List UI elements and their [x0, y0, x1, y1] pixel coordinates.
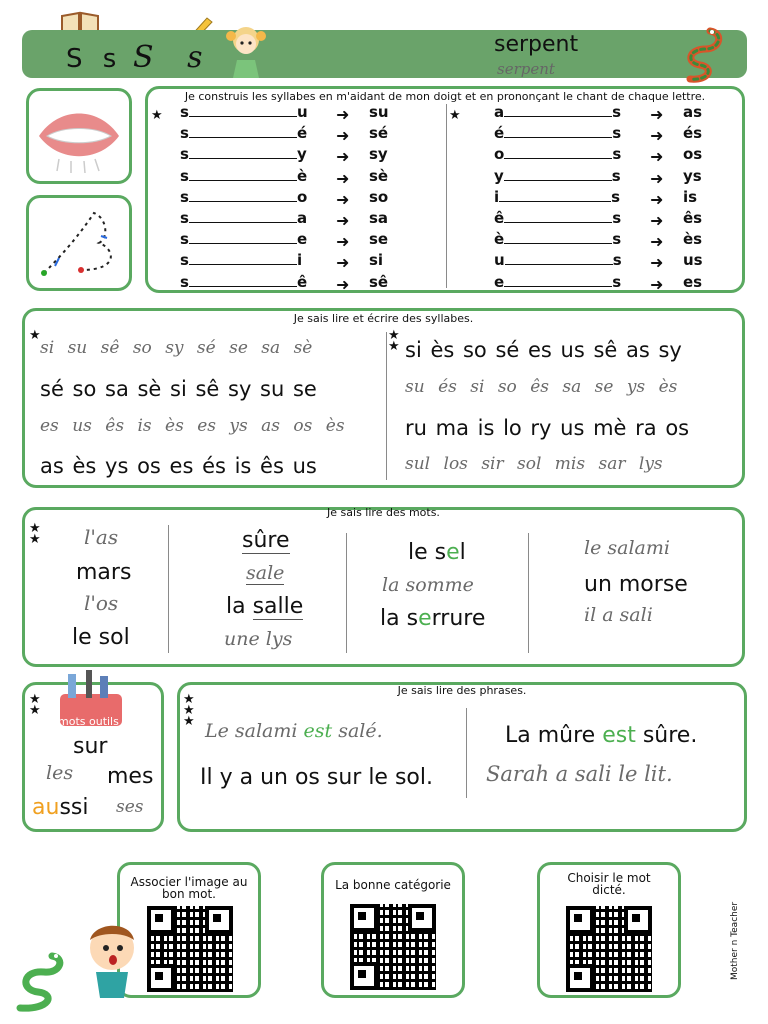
- word-unmorse: un morse: [584, 572, 688, 597]
- syllable-end: u: [296, 103, 308, 121]
- blank-line[interactable]: [504, 243, 612, 244]
- sentence-1: Le salami est salé.: [205, 720, 383, 742]
- blank-line[interactable]: [504, 222, 612, 223]
- syllable-start: s: [180, 230, 189, 249]
- header-word-print: serpent: [494, 32, 579, 57]
- arrow-icon: ➜: [336, 274, 350, 294]
- syllable-result: sy: [369, 145, 388, 164]
- blank-line[interactable]: [189, 180, 297, 181]
- qr-code-icon[interactable]: [147, 906, 233, 992]
- word-mars: mars: [76, 560, 132, 585]
- word-lesol: le sol: [72, 625, 130, 650]
- syllable-start: s: [180, 145, 189, 164]
- blank-line[interactable]: [504, 286, 612, 287]
- syllable-result: su: [369, 103, 389, 121]
- syllable-line-cursive: sul los sir sol mis sar lys: [405, 454, 663, 474]
- syllable-line-print: ru ma is lo ry us mè ra os: [405, 416, 690, 440]
- syllable-result: ès: [683, 230, 703, 249]
- syllable-result: sê: [369, 272, 389, 291]
- syllable-end: y: [296, 145, 307, 164]
- syllable-line-print: si ès so sé es us sê as sy: [405, 338, 682, 362]
- blank-line[interactable]: [189, 116, 297, 117]
- tool-words-label: mots outils: [58, 715, 119, 728]
- word-lesalami: le salami: [584, 537, 670, 559]
- header-word-cursive: serpent: [497, 60, 555, 78]
- syllable-start: i: [494, 187, 500, 206]
- tool-word-sur: sur: [73, 734, 108, 759]
- header-bar: [22, 30, 747, 78]
- syllable-end: s: [612, 251, 622, 270]
- syllable-line-cursive: si su sê so sy sé se sa sè: [40, 338, 313, 358]
- syllable-start: s: [180, 187, 189, 206]
- syllable-start: e: [494, 272, 505, 291]
- syllable-result: si: [369, 251, 384, 270]
- syllable-row: [180, 167, 307, 185]
- syllable-row: [494, 103, 621, 121]
- syllable-row: [494, 230, 621, 248]
- syllable-row: [180, 273, 307, 291]
- arrow-icon: ➜: [336, 232, 350, 252]
- blank-line[interactable]: [504, 158, 612, 159]
- syllable-line-print: as ès ys os es és is ês us: [40, 454, 317, 478]
- syllable-start: s: [180, 209, 189, 227]
- word-lesel: le sel: [408, 540, 466, 565]
- blank-line[interactable]: [189, 264, 297, 265]
- syllable-start: o: [494, 145, 505, 164]
- read-write-title: Je sais lire et écrire des syllabes.: [293, 312, 474, 325]
- syllable-end: è: [296, 166, 308, 185]
- blank-line[interactable]: [189, 243, 297, 244]
- syllable-line-cursive: su és si so ês sa se ys ès: [405, 377, 678, 397]
- qr-card-3-title: Choisir le mot dicté.: [567, 871, 651, 897]
- mouth-box: [26, 88, 132, 184]
- syllable-start: ê: [494, 209, 505, 227]
- arrow-icon: ➜: [336, 105, 350, 124]
- arrow-icon: ➜: [650, 189, 664, 209]
- syllable-start: s: [180, 166, 189, 185]
- syllable-instruction: Je construis les syllabes en m'aidant de mon doigt et en prononçant le chant de chaque lettre.: [184, 90, 706, 103]
- blank-line[interactable]: [499, 201, 611, 202]
- syllable-row: [494, 124, 621, 142]
- arrow-icon: ➜: [336, 168, 350, 188]
- syllable-start: s: [180, 272, 189, 291]
- sentence-2: Il y a un os sur le sol.: [200, 765, 433, 790]
- arrow-icon: ➜: [650, 211, 664, 230]
- tool-word-ses: ses: [116, 797, 144, 817]
- syllable-result: es: [683, 272, 703, 291]
- star-icon: ★: [449, 108, 461, 123]
- word-unelys: une lys: [224, 628, 293, 650]
- syllable-row: [180, 251, 302, 269]
- word-lasalle: la salle: [226, 594, 304, 619]
- tool-word-aussi: aussi: [32, 795, 89, 820]
- syllable-row: [494, 273, 621, 291]
- sentence-3: La mûre est sûre.: [505, 723, 698, 748]
- syllable-row: [180, 209, 307, 227]
- blank-line[interactable]: [505, 264, 613, 265]
- arrow-icon: ➜: [650, 274, 664, 294]
- header-letters-cursive: S s: [133, 40, 215, 75]
- star-icon: ★: [29, 328, 41, 343]
- blank-line[interactable]: [504, 116, 612, 117]
- syllable-result: se: [369, 230, 389, 249]
- star-icon: ★ ★: [29, 521, 41, 547]
- syllable-row: [180, 188, 307, 206]
- word-salle: salle: [252, 594, 304, 619]
- syllable-end: é: [296, 124, 308, 143]
- star-icon: ★: [151, 108, 163, 123]
- header-letters-print: S s: [66, 44, 123, 74]
- tool-word-mes: mes: [107, 764, 154, 789]
- syllable-result: us: [683, 251, 703, 270]
- syllable-end: e: [296, 230, 308, 249]
- arrow-icon: ➜: [650, 126, 664, 146]
- syllable-end: s: [612, 209, 622, 227]
- syllable-line-cursive: es us ês is ès es ys as os ès: [40, 416, 345, 436]
- word-sure: sûre: [242, 528, 290, 553]
- syllable-end: s: [612, 272, 622, 291]
- syllable-result: sè: [369, 166, 389, 185]
- blank-line[interactable]: [189, 158, 297, 159]
- credit-text: Mother n Teacher: [730, 901, 740, 980]
- qr-card-2-title: La bonne catégorie: [335, 878, 451, 892]
- letter-trace-icon: [29, 198, 129, 288]
- snake-footer-icon: [12, 948, 68, 1012]
- syllable-row: [494, 167, 621, 185]
- syllable-result: ys: [683, 166, 702, 185]
- syllable-end: s: [612, 124, 622, 143]
- syllable-row: [494, 251, 622, 269]
- syllable-result: as: [683, 103, 703, 121]
- syllable-result: ês: [683, 209, 703, 227]
- tool-word-les: les: [46, 762, 74, 784]
- arrow-icon: ➜: [336, 147, 350, 167]
- arrow-icon: ➜: [336, 189, 350, 209]
- star-icon: ★ ★ ★: [183, 692, 195, 729]
- blank-line[interactable]: [189, 222, 297, 223]
- syllable-row: [494, 188, 620, 206]
- word-sale: sale: [246, 562, 285, 584]
- trace-box: [26, 195, 132, 291]
- syllable-start: a: [494, 103, 505, 121]
- syllable-result: so: [369, 187, 389, 206]
- syllable-result: sa: [369, 209, 389, 227]
- syllable-end: i: [296, 251, 303, 270]
- blank-line[interactable]: [189, 286, 297, 287]
- syllable-result: os: [683, 145, 703, 164]
- syllable-end: s: [612, 145, 622, 164]
- syllable-row: [180, 124, 307, 142]
- syllable-row: [180, 230, 307, 248]
- arrow-icon: ➜: [336, 211, 350, 230]
- syllable-end: s: [612, 230, 622, 249]
- syllable-end: s: [611, 166, 621, 185]
- blank-line[interactable]: [504, 180, 612, 181]
- arrow-icon: ➜: [336, 126, 350, 146]
- arrow-icon: ➜: [650, 147, 664, 167]
- qr-code-icon[interactable]: [566, 906, 652, 992]
- word-las: l'as: [84, 525, 119, 549]
- syllable-start: s: [180, 251, 189, 270]
- word-lasomme: la somme: [382, 574, 474, 596]
- syllable-start: è: [494, 230, 505, 249]
- word-los: l'os: [84, 591, 119, 615]
- blank-line[interactable]: [504, 137, 612, 138]
- girl-illustration: [225, 22, 267, 78]
- words-title: Je sais lire des mots.: [327, 506, 440, 519]
- sentence-4: Sarah a sali le lit.: [486, 762, 673, 786]
- syllable-end: o: [296, 187, 308, 206]
- star-icon: ★ ★: [29, 692, 41, 718]
- syllable-end: s: [611, 187, 621, 206]
- syllable-row: [180, 145, 307, 163]
- syllable-result: sé: [369, 124, 389, 143]
- syllable-start: u: [494, 251, 505, 270]
- arrow-icon: ➜: [650, 232, 664, 252]
- syllable-start: y: [494, 166, 504, 185]
- syllable-start: s: [180, 103, 189, 121]
- arrow-icon: ➜: [336, 253, 350, 273]
- blank-line[interactable]: [189, 137, 297, 138]
- mouth-icon: [29, 91, 129, 181]
- syllable-result: és: [683, 124, 703, 143]
- syllable-result: is: [683, 187, 698, 206]
- arrow-icon: ➜: [650, 253, 664, 273]
- snake-header-icon: [680, 25, 728, 83]
- syllable-row: [494, 209, 621, 227]
- syllable-row: [494, 145, 621, 163]
- qr-code-icon[interactable]: [350, 904, 436, 990]
- syllable-row: [180, 103, 308, 121]
- syllable-line-print: sé so sa sè si sê sy su se: [40, 377, 317, 401]
- syllable-start: é: [494, 124, 505, 143]
- sentences-title: Je sais lire des phrases.: [397, 684, 527, 697]
- word-ilasali: il a sali: [584, 604, 653, 626]
- syllable-end: a: [296, 209, 308, 227]
- qr-card-1-title: Associer l'image au bon mot.: [130, 875, 248, 901]
- sentences-box: [177, 682, 747, 832]
- arrow-icon: ➜: [650, 105, 664, 124]
- syllable-end: ê: [296, 272, 308, 291]
- boy-illustration: [80, 916, 140, 1004]
- star-icon: ★ ★: [388, 328, 400, 354]
- syllable-end: s: [612, 103, 622, 121]
- syllable-start: s: [180, 124, 189, 143]
- arrow-icon: ➜: [650, 168, 664, 188]
- word-laserrure: la serrure: [380, 606, 486, 631]
- blank-line[interactable]: [189, 201, 297, 202]
